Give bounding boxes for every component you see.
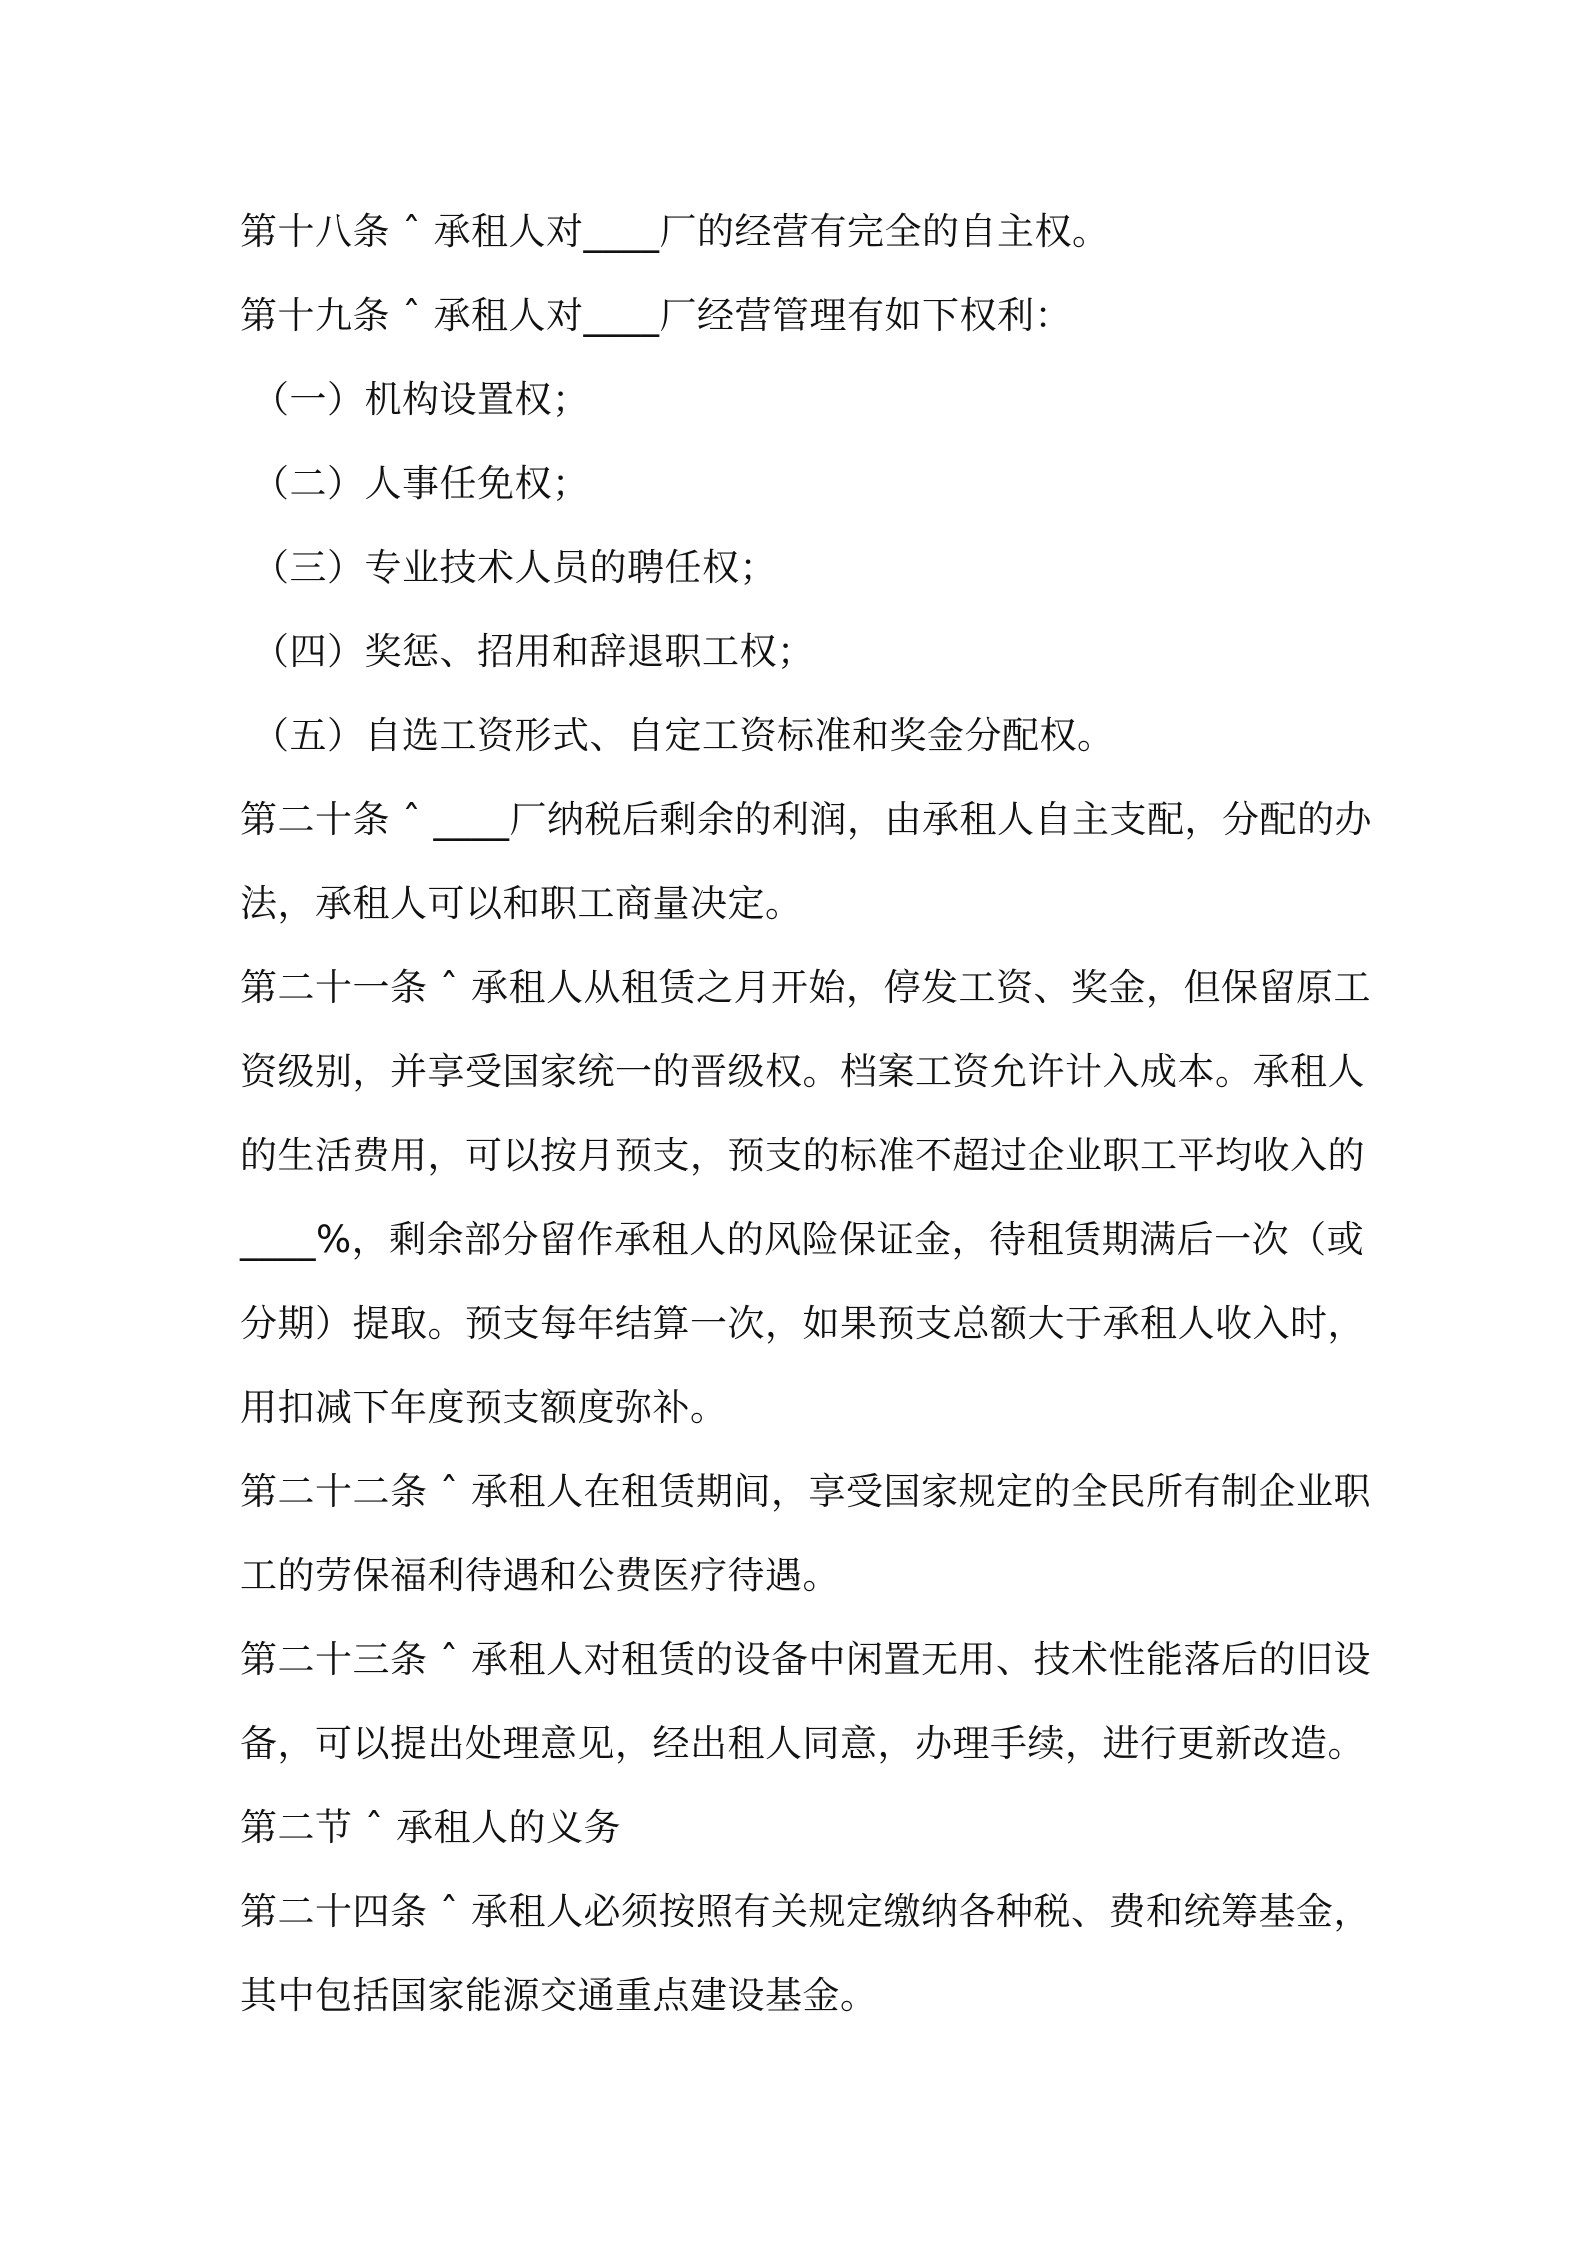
article-21-cont-3: ____%，剩余部分留作承租人的风险保证金，待租赁期满后一次（或 [240, 1218, 1365, 1261]
list-item-1: （一）机构设置权； [252, 378, 590, 421]
article-19: 第十九条 ˆ 承租人对____厂经营管理有如下权利： [240, 294, 1073, 337]
article-21: 第二十一条 ˆ 承租人从租赁之月开始，停发工资、奖金，但保留原工 [240, 966, 1372, 1009]
article-21-cont-4: 分期）提取。预支每年结算一次，如果预支总额大于承租人收入时， [240, 1302, 1365, 1345]
list-item-2: （二）人事任免权； [252, 462, 590, 505]
list-item-4: （四）奖惩、招用和辞退职工权； [252, 630, 815, 673]
article-18: 第十八条 ˆ 承租人对____厂的经营有完全的自主权。 [240, 210, 1110, 253]
section-2-heading: 第二节 ˆ 承租人的义务 [240, 1806, 622, 1849]
article-21-cont-2: 的生活费用，可以按月预支，预支的标准不超过企业职工平均收入的 [240, 1134, 1365, 1177]
article-20: 第二十条 ˆ ____厂纳税后剩余的利润，由承租人自主支配，分配的办 [240, 798, 1373, 841]
article-21-cont-1: 资级别，并享受国家统一的晋级权。档案工资允许计入成本。承租人 [240, 1050, 1365, 1093]
article-22: 第二十二条 ˆ 承租人在租赁期间，享受国家规定的全民所有制企业职 [240, 1470, 1372, 1513]
list-item-5: （五）自选工资形式、自定工资标准和奖金分配权。 [252, 714, 1115, 757]
article-24-cont: 其中包括国家能源交通重点建设基金。 [240, 1974, 878, 2017]
article-23-cont: 备，可以提出处理意见，经出租人同意，办理手续，进行更新改造。 [240, 1722, 1365, 1765]
article-20-cont: 法，承租人可以和职工商量决定。 [240, 882, 803, 925]
article-22-cont: 工的劳保福利待遇和公费医疗待遇。 [240, 1554, 840, 1597]
article-24: 第二十四条 ˆ 承租人必须按照有关规定缴纳各种税、费和统筹基金， [240, 1890, 1372, 1933]
article-23: 第二十三条 ˆ 承租人对租赁的设备中闲置无用、技术性能落后的旧设 [240, 1638, 1372, 1681]
article-21-cont-5: 用扣减下年度预支额度弥补。 [240, 1386, 728, 1429]
document-page [240, 190, 1373, 2038]
list-item-3: （三）专业技术人员的聘任权； [252, 546, 777, 589]
